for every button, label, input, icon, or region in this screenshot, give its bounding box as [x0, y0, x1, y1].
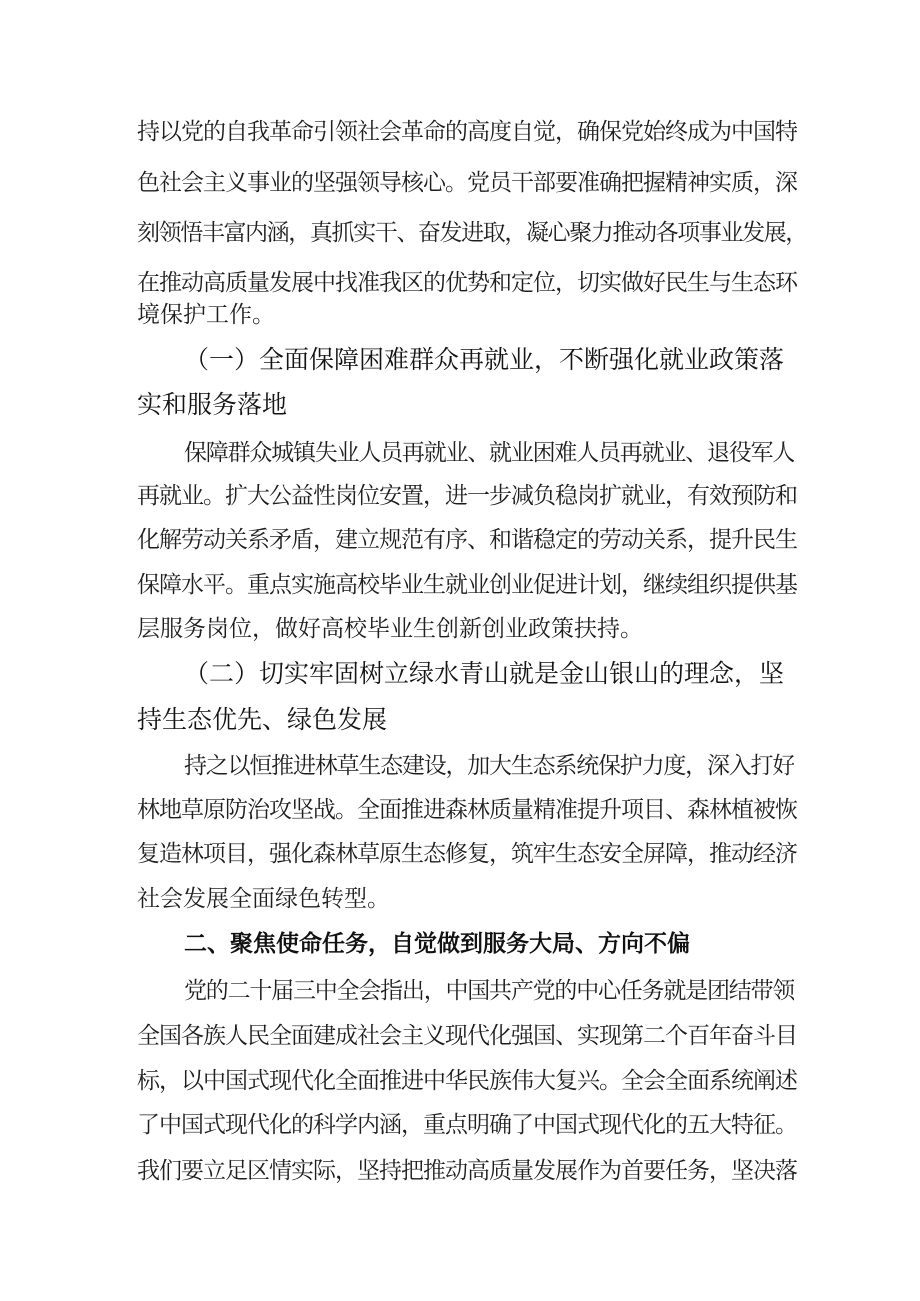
paragraph-line: 党的二十届三中全会指出，中国共产党的中心任务就是团结带领 [184, 978, 794, 1004]
paragraph-line: 层服务岗位，做好高校毕业生创新创业政策扶持。 [137, 616, 643, 642]
paragraph-line: 化解劳动关系矛盾，建立规范有序、和谐稳定的劳动关系，提升民生 [137, 527, 797, 553]
paragraph-line: 我们要立足区情实际，坚持把推动高质量发展作为首要任务，坚决落 [137, 1158, 797, 1184]
paragraph-line: 色社会主义事业的坚强领导核心。党员干部要准确把握精神实质，深 [137, 170, 797, 196]
paragraph-line: 在推动高质量发展中找准我区的优势和定位，切实做好民生与生态环 [137, 270, 797, 296]
paragraph-line: 复造林项目，强化森林草原生态修复，筑牢生态安全屏障，推动经济 [137, 841, 797, 867]
paragraph-line: 境保护工作。 [137, 302, 275, 328]
paragraph-line: 了中国式现代化的科学内涵，重点明确了中国式现代化的五大特征。 [137, 1112, 797, 1138]
paragraph-line: 林地草原防治攻坚战。全面推进森林质量精准提升项目、森林植被恢 [137, 797, 797, 823]
heading-line: （二）切实牢固树立绿水青山就是金山银山的理念，坚 [184, 659, 785, 688]
paragraph-line: 社会发展全面绿色转型。 [137, 886, 390, 912]
section-heading-2: 二、聚焦使命任务，自觉做到服务大局、方向不偏 [184, 931, 690, 957]
paragraph-line: 保障水平。重点实施高校毕业生就业创业促进计划，继续组织提供基 [137, 572, 797, 598]
paragraph-line: 刻领悟丰富内涵，真抓实干、奋发进取，凝心聚力推动各项事业发展， [137, 220, 807, 246]
paragraph-line: 再就业。扩大公益性岗位安置，进一步减负稳岗扩就业，有效预防和 [137, 483, 797, 509]
paragraph-line: 持之以恒推进林草生态建设，加大生态系统保护力度，深入打好 [184, 753, 794, 779]
heading-line: 持生态优先、绿色发展 [137, 705, 388, 734]
paragraph-line: 标，以中国式现代化全面推进中华民族伟大复兴。全会全面系统阐述 [137, 1068, 797, 1094]
heading-line: 实和服务落地 [137, 390, 288, 419]
paragraph-line: 保障群众城镇失业人员再就业、就业困难人员再就业、退役军人 [184, 440, 794, 466]
paragraph-line: 持以党的自我革命引领社会革命的高度自觉，确保党始终成为中国特 [137, 119, 797, 145]
paragraph-line: 全国各族人民全面建成社会主义现代化强国、实现第二个百年奋斗目 [137, 1023, 797, 1049]
heading-line: （一）全面保障困难群众再就业，不断强化就业政策落 [184, 345, 785, 374]
